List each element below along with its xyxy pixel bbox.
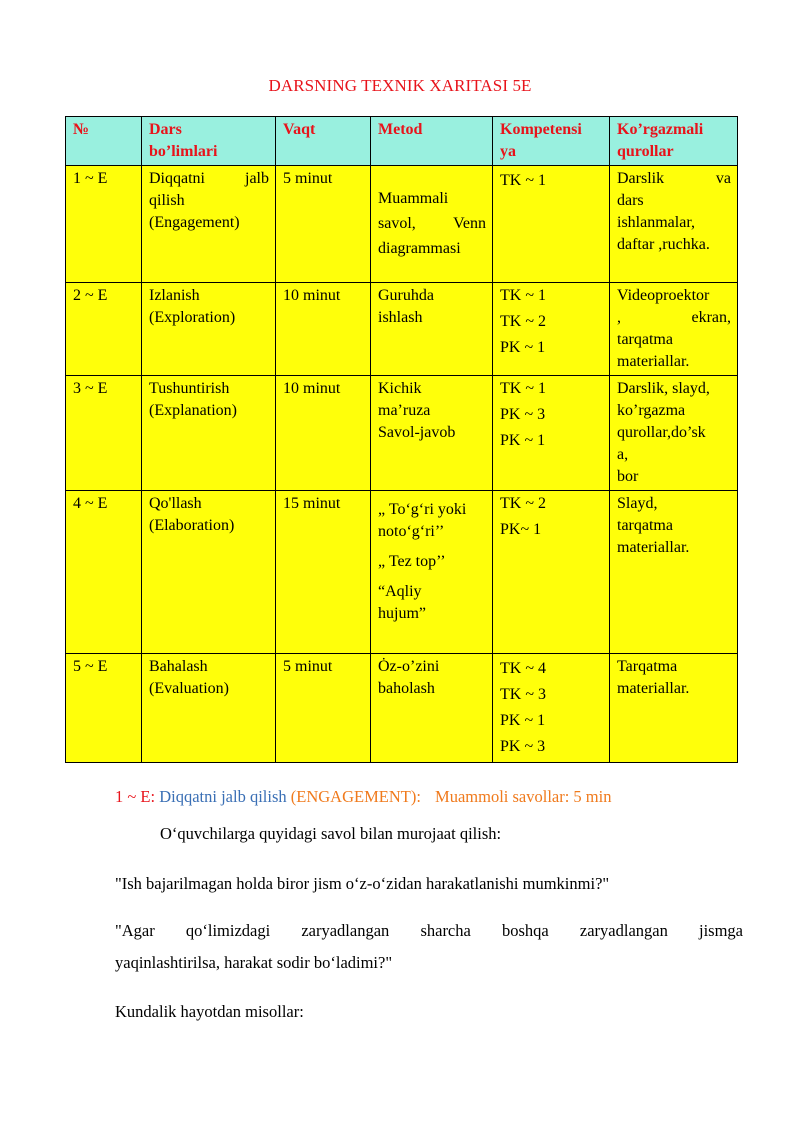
table-row — [66, 491, 738, 654]
table-row — [66, 166, 738, 283]
cell-number: 1 ~ E — [66, 166, 142, 283]
header-tools: Ko’rgazmali qurollar — [610, 117, 738, 166]
header-section: Dars bo’limlari — [142, 117, 276, 166]
cell-tools: Videoproektor , ekran, tarqatma materiallar. — [610, 283, 738, 376]
cell-tools: Slayd, tarqatma materiallar. — [610, 491, 738, 654]
header-time: Vaqt — [276, 117, 371, 166]
table-row — [66, 654, 738, 763]
cell-time: 5 minut — [276, 654, 371, 763]
cell-number: 2 ~ E — [66, 283, 142, 376]
section-heading-engagement — [115, 786, 611, 808]
cell-time: 10 minut — [276, 376, 371, 491]
cell-method: „ To‘g‘ri yoki noto‘g‘ri’’ „ Tez top’’ “Aqliy hujum” — [371, 491, 493, 654]
cell-tools: Tarqatma materiallar. — [610, 654, 738, 763]
cell-competence: TK ~ 1 PK ~ 3 PK ~ 1 — [493, 376, 610, 491]
header-method: Metod — [371, 117, 493, 166]
cell-section: Qo'llash (Elaboration) — [142, 491, 276, 654]
section-number: 1 ~ E: — [115, 787, 156, 806]
table-header-row — [66, 117, 738, 166]
section-note: Muammoli savollar: 5 min — [435, 787, 612, 806]
cell-number: 5 ~ E — [66, 654, 142, 763]
paragraph-examples: Kundalik hayotdan misollar: — [115, 1002, 304, 1021]
cell-section: Diqqatni jalb qilish (Engagement) — [142, 166, 276, 283]
cell-time: 10 minut — [276, 283, 371, 376]
table-row — [66, 283, 738, 376]
cell-competence: TK ~ 1 — [493, 166, 610, 283]
cell-number: 4 ~ E — [66, 491, 142, 654]
lesson-map-table — [65, 116, 738, 763]
header-number: № — [66, 117, 142, 166]
cell-time: 15 minut — [276, 491, 371, 654]
header-competence: Kompetensi ya — [493, 117, 610, 166]
cell-section: Tushuntirish (Explanation) — [142, 376, 276, 491]
cell-tools: Darslik va dars ishlanmalar, daftar ,ruchka. — [610, 166, 738, 283]
paragraph-question-2: "Agar qo‘limizdagi zaryadlangan sharcha boshqa zaryadlangan jismga yaqinlashtirilsa, harakat sodir bo‘ladimi?" — [115, 921, 743, 972]
cell-method: Guruhda ishlash — [371, 283, 493, 376]
cell-section: Izlanish (Exploration) — [142, 283, 276, 376]
cell-competence: TK ~ 4 TK ~ 3 PK ~ 1 PK ~ 3 — [493, 654, 610, 763]
cell-time: 5 minut — [276, 166, 371, 283]
paragraph-question-1: "Ish bajarilmagan holda biror jism o‘z-o‘zidan harakatlanishi mumkinmi?" — [115, 874, 610, 893]
table-row — [66, 376, 738, 491]
section-name: Diqqatni jalb qilish — [159, 787, 287, 806]
cell-tools: Darslik, slayd, ko’rgazma qurollar,do’sk a, bor — [610, 376, 738, 491]
cell-section: Bahalash (Evaluation) — [142, 654, 276, 763]
paragraph-intro: O‘quvchilarga quyidagi savol bilan murojaat qilish: — [160, 824, 502, 843]
page-title: DARSNING TEXNIK XARITASI 5E — [268, 76, 532, 95]
cell-method: Muammali savol, Venn diagrammasi — [371, 166, 493, 283]
section-english: (ENGAGEMENT): — [290, 787, 421, 806]
cell-competence: TK ~ 1 TK ~ 2 PK ~ 1 — [493, 283, 610, 376]
cell-method: Ȯz-o’zini baholash — [371, 654, 493, 763]
cell-competence: TK ~ 2 PK~ 1 — [493, 491, 610, 654]
cell-number: 3 ~ E — [66, 376, 142, 491]
cell-method: Kichik ma’ruza Savol-javob — [371, 376, 493, 491]
